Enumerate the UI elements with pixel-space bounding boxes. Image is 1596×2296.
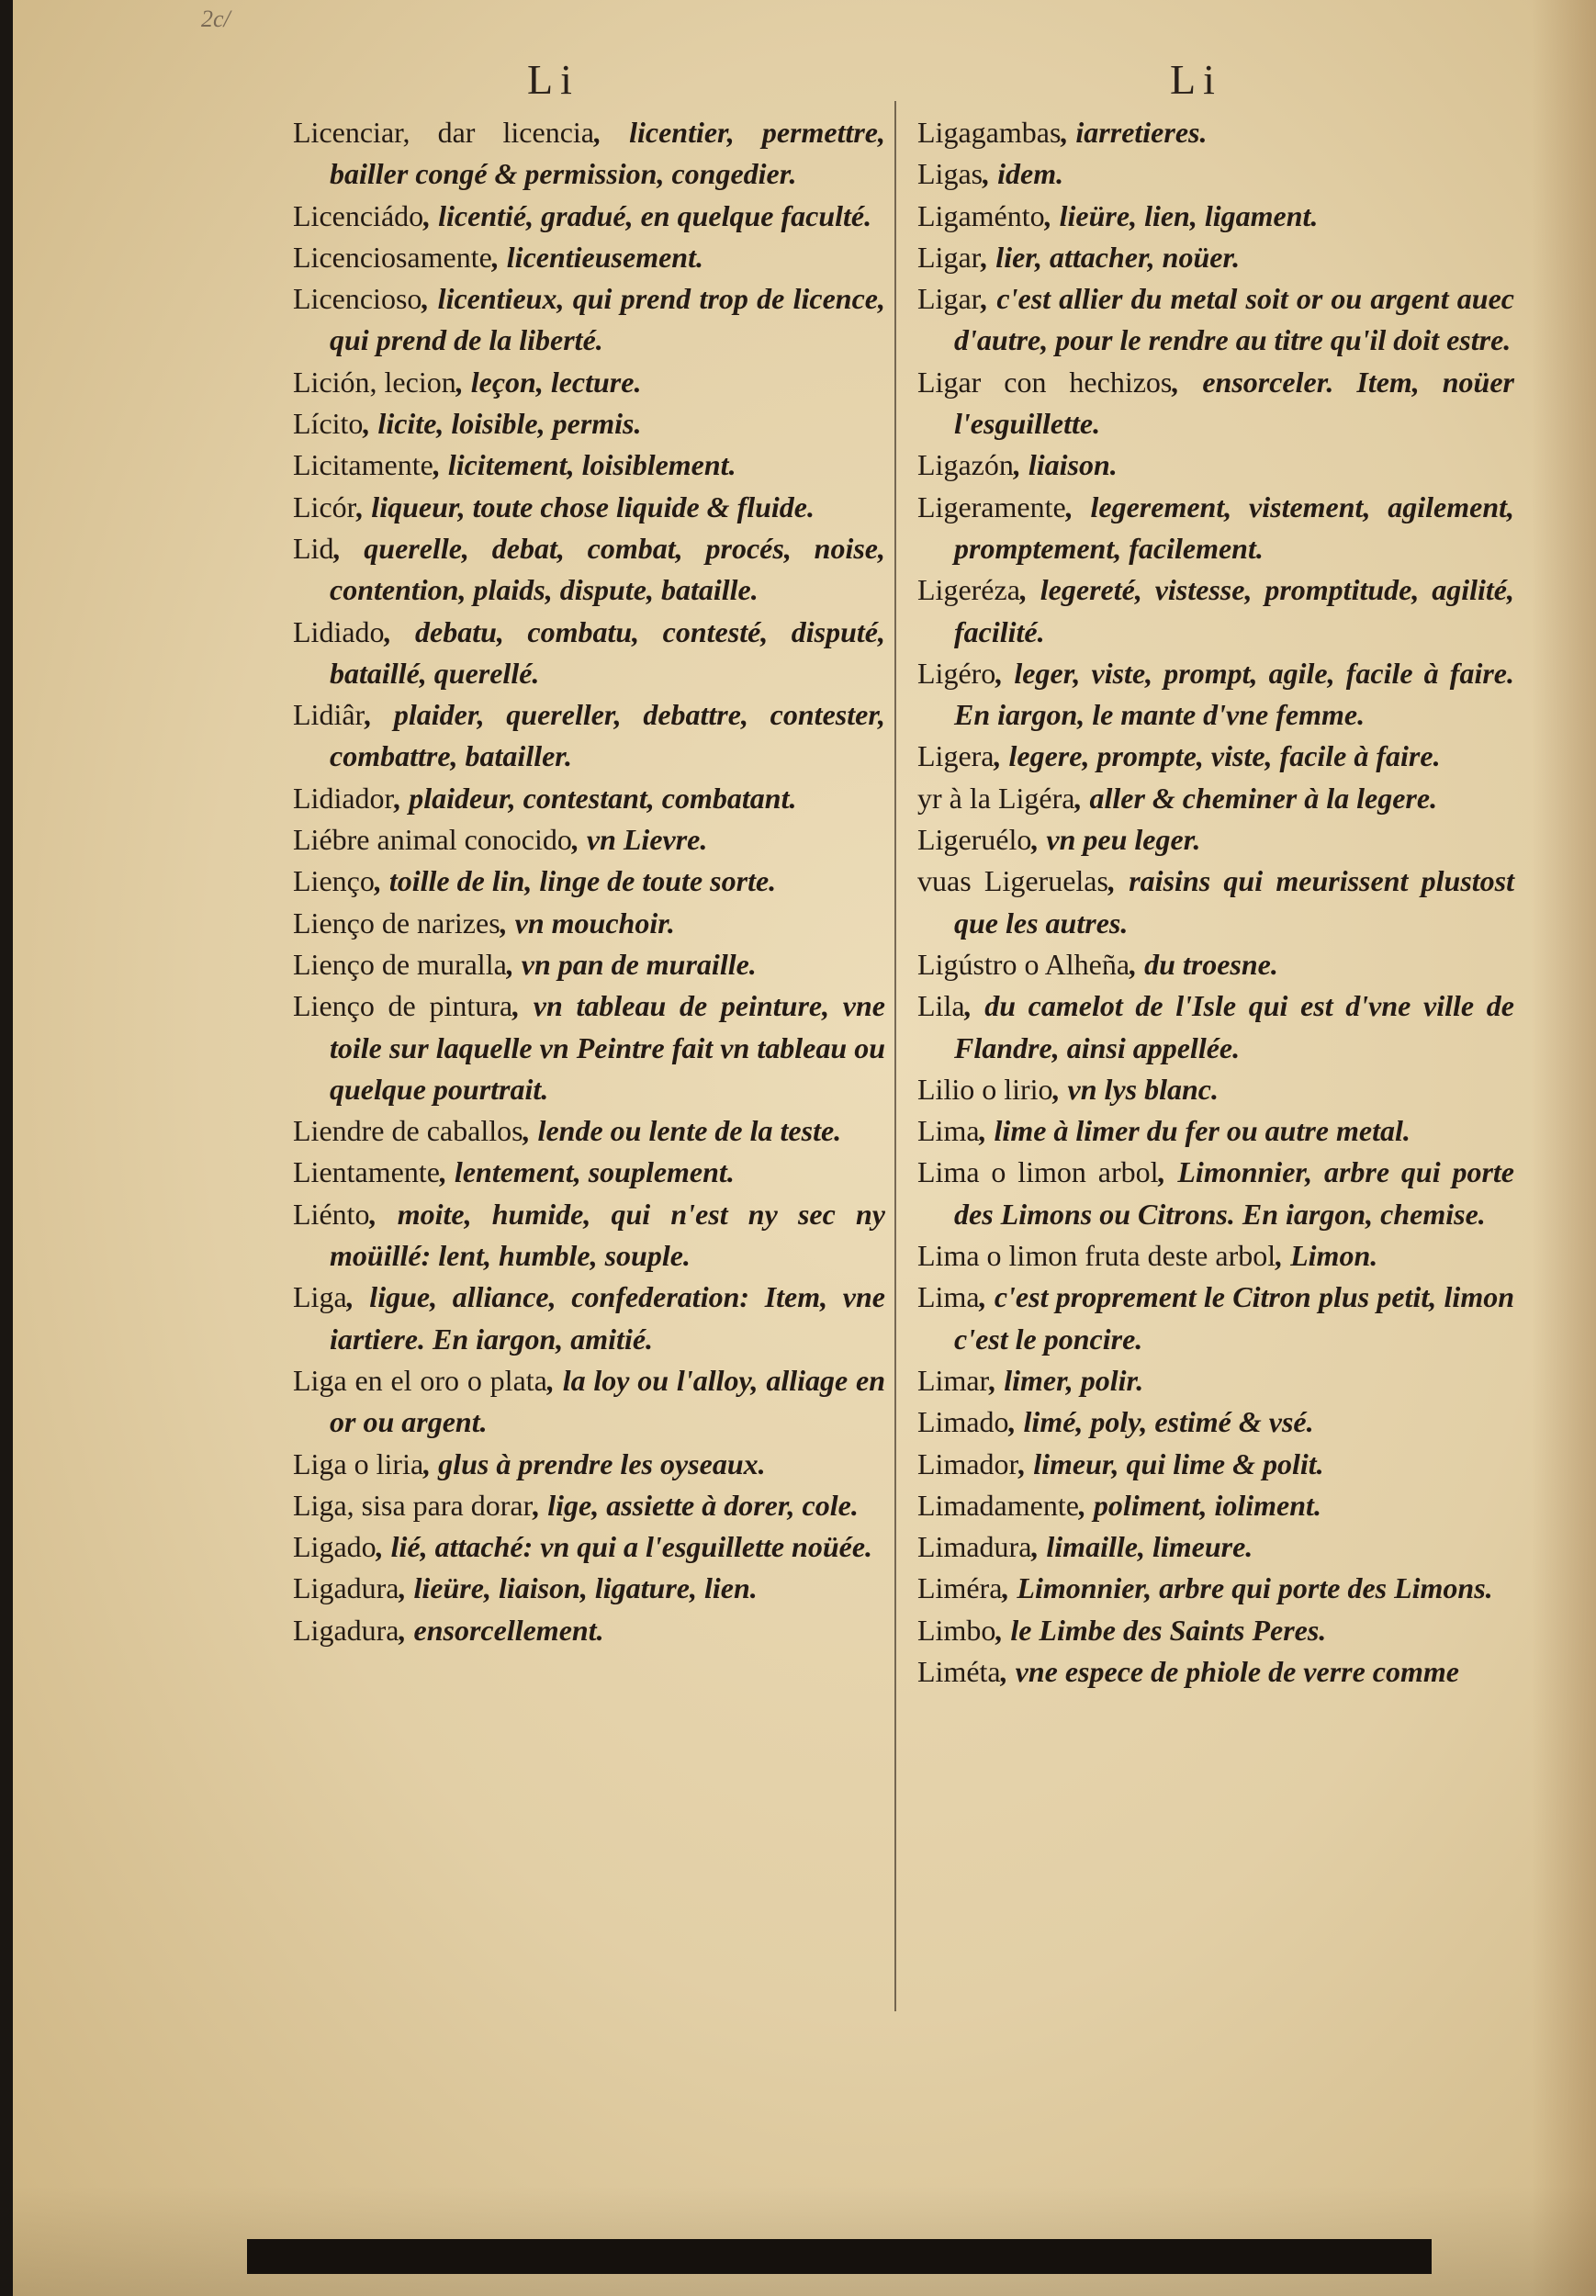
entry-headword: Lidiâr [293,698,365,732]
dictionary-entry [293,1485,885,1526]
dictionary-entry [293,278,885,362]
dictionary-entry [293,1277,885,1360]
entry-headword: Lidiador [293,781,395,815]
entry-definition: , lende ou lente de la teste. [523,1114,842,1148]
dictionary-entry [917,237,1514,278]
entry-headword: vuas Ligeruelas [917,864,1108,898]
page-gutter-shadow [1532,0,1596,2296]
entry-headword: Lima o limon arbol [917,1155,1159,1189]
entry-definition: , ensorcellement. [399,1613,604,1647]
dictionary-entry [917,1235,1514,1277]
entry-definition: , lié, attaché: vn qui a l'esguillette noüée. [376,1530,873,1564]
dictionary-entry [293,112,885,196]
dictionary-entry [293,612,885,695]
entry-headword: Lienço de narizes [293,906,500,940]
dictionary-entry [917,487,1514,570]
entry-definition: , le Limbe des Saints Peres. [995,1613,1327,1647]
entry-headword: Ligar con hechizos [917,365,1173,399]
entry-headword: Ligar [917,282,982,316]
entry-definition: , Limonnier, arbre qui porte des Limons ou Citrons. En iargon, chemise. [954,1155,1515,1231]
entry-headword: Liga en el oro o plata [293,1363,547,1397]
left-column [293,112,885,1651]
entry-headword: Liméta [917,1654,1001,1688]
entry-definition: , poliment, ioliment. [1078,1488,1321,1522]
entry-headword: Ligagambas [917,116,1062,149]
dictionary-entry [293,1610,885,1651]
entry-definition: , c'est proprement le Citron plus petit, limon c'est le poncire. [954,1280,1514,1356]
entry-definition: , lentement, souplement. [439,1155,735,1189]
header-left: Li [527,56,579,103]
entry-headword: Liméra [917,1571,1003,1605]
entry-definition: , moite, humide, qui n'est ny sec ny moüillé: lent, humble, souple. [330,1197,885,1273]
entry-definition: , limeur, qui lime & polit. [1018,1446,1324,1480]
entry-definition: , vn mouchoir. [500,906,675,940]
entry-headword: Lienço [293,864,375,898]
entry-headword: Ligeramente [917,490,1066,523]
dictionary-entry [917,861,1514,944]
dictionary-entry [917,1069,1514,1110]
dictionary-entry [293,1110,885,1152]
entry-headword: Liga o liria [293,1446,424,1480]
entry-headword: Lientamente [293,1155,440,1189]
entry-headword: Lícito [293,407,364,441]
entry-definition: , vn Lievre. [571,823,708,857]
entry-headword: Limador [917,1446,1019,1480]
dictionary-entry [917,1110,1514,1152]
right-column [917,112,1514,1693]
dictionary-entry [917,1610,1514,1651]
dictionary-entry [917,736,1514,777]
entry-headword: Liébre animal conocido [293,823,572,857]
dictionary-entry [293,1568,885,1609]
entry-definition: , legere, prompte, viste, facile à faire. [994,739,1441,773]
entry-definition: , liaison. [1013,448,1118,482]
entry-headword: Liendre de caballos [293,1114,523,1148]
entry-definition: , lier, attacher, noüer. [981,240,1241,274]
entry-headword: Lilio o lirio [917,1072,1053,1106]
entry-definition: , licite, loisible, permis. [363,407,642,441]
dictionary-entry [917,1152,1514,1235]
column-divider [894,101,896,2011]
entry-headword: yr à la Ligéra [917,781,1075,815]
entry-definition: , du troesne. [1130,947,1278,981]
dictionary-entry [917,1568,1514,1609]
dictionary-entry [917,944,1514,985]
entry-definition: , debatu, combatu, contesté, disputé, bataillé, querellé. [330,614,885,690]
entry-definition: , lieüre, liaison, ligature, lien. [399,1571,758,1605]
entry-definition: , toille de lin, linge de toute sorte. [374,864,777,898]
dictionary-entry [917,196,1514,237]
dictionary-entry [293,1360,885,1444]
entry-headword: Lienço de pintura [293,989,513,1023]
entry-headword: Liga [293,1280,347,1314]
entry-definition: , aller & cheminer à la legere. [1074,781,1438,815]
entry-headword: Liénto [293,1197,370,1231]
entry-definition: , raisins qui meurissent plustost que les autres. [954,864,1515,940]
entry-headword: Lidiado [293,614,385,648]
dictionary-entry [917,1277,1514,1360]
entry-definition: , licentié, gradué, en quelque faculté. [423,198,872,232]
entry-headword: Lid [293,531,334,565]
entry-definition: , iarretieres. [1061,116,1208,149]
dictionary-entry [293,1526,885,1568]
dictionary-entry [293,1194,885,1277]
dictionary-entry [293,861,885,902]
entry-headword: Licencioso [293,282,422,316]
entry-headword: Lila [917,989,965,1023]
entry-headword: Ligeruélo [917,823,1032,857]
dictionary-entry [917,985,1514,1069]
entry-definition: , legereté, vistesse, promptitude, agilité, facilité. [954,573,1514,648]
entry-headword: Licenciosamente [293,240,492,274]
entry-headword: Limado [917,1405,1009,1439]
entry-definition: , idem. [983,157,1064,191]
dictionary-entry [293,196,885,237]
entry-definition: , vne espece de phiole de verre comme [1000,1654,1459,1688]
entry-headword: Ligeréza [917,573,1020,607]
dictionary-entry [293,362,885,403]
dictionary-entry [293,445,885,486]
entry-definition: , licentieux, qui prend trop de licence, qui prend de la liberté. [330,282,885,357]
entry-headword: Ligadura [293,1613,399,1647]
entry-headword: Ligazón [917,448,1014,482]
entry-headword: Lición, lecion [293,365,456,399]
entry-headword: Ligéro [917,656,996,690]
entry-definition: , querelle, debat, combat, procés, noise, contention, plaids, dispute, bataille. [330,531,885,607]
entry-headword: Licenciar, dar licencia [293,116,595,149]
dictionary-entry [293,1444,885,1485]
entry-headword: Licitamente [293,448,433,482]
entry-definition: , plaider, quereller, debattre, contester, combattre, batailler. [330,698,885,773]
entry-definition: , vn tableau de peinture, vne toile sur laquelle vn Peintre fait vn tableau ou quelque pourtrait. [330,989,886,1106]
dictionary-entry [293,237,885,278]
dictionary-entry [917,1360,1514,1401]
entry-headword: Lima [917,1114,980,1148]
entry-definition: , vn pan de muraille. [506,947,757,981]
dictionary-entry [917,278,1514,362]
dictionary-entry [917,778,1514,819]
entry-definition: , Limon. [1276,1239,1378,1273]
entry-definition: , ensorceler. Item, noüer l'esguillette. [954,365,1514,441]
dictionary-entry [917,112,1514,153]
entry-definition: , limer, polir. [989,1363,1144,1397]
entry-headword: Lima o limon fruta deste arbol [917,1239,1276,1273]
entry-definition: , leçon, lecture. [455,365,642,399]
entry-headword: Limbo [917,1613,996,1647]
entry-definition: , ligue, alliance, confederation: Item, vne iartiere. En iargon, amitié. [330,1280,885,1356]
entry-definition: , du camelot de l'Isle qui est d'vne ville de Flandre, ainsi appellée. [954,989,1514,1064]
dictionary-entry [293,1152,885,1193]
dictionary-entry [917,362,1514,445]
dictionary-entry [293,403,885,445]
entry-definition: , limé, poly, estimé & vsé. [1008,1405,1314,1439]
entry-definition: , licentier, permettre, bailler congé & permission, congedier. [330,116,886,191]
dictionary-entry [917,445,1514,486]
entry-definition: , glus à prendre les oyseaux. [423,1446,766,1480]
bottom-dark-band [247,2239,1432,2274]
entry-definition: , c'est allier du metal soit or ou argent auec d'autre, pour le rendre au titre qu'il doit estre. [954,282,1514,357]
entry-definition: , limaille, limeure. [1031,1530,1253,1564]
entry-definition: , plaideur, contestant, combatant. [394,781,797,815]
dictionary-entry [293,819,885,861]
dictionary-entry [917,1526,1514,1568]
entry-definition: , liqueur, toute chose liquide & fluide. [356,490,815,523]
dictionary-entry [917,1485,1514,1526]
entry-definition: , lime à limer du fer ou autre metal. [979,1114,1411,1148]
dictionary-entry [293,528,885,612]
dictionary-entry [917,153,1514,195]
entry-definition: , lieüre, lien, ligament. [1044,198,1319,232]
entry-definition: , leger, viste, prompt, agile, facile à faire. En iargon, le mante d'vne femme. [954,656,1514,732]
dictionary-entry [293,985,885,1110]
entry-headword: Limar [917,1363,990,1397]
dictionary-entry [293,903,885,944]
dictionary-entry [293,944,885,985]
entry-headword: Ligas [917,157,983,191]
entry-headword: Ligadura [293,1571,399,1605]
entry-headword: Lima [917,1280,980,1314]
entry-definition: , la loy ou l'alloy, alliage en or ou argent. [330,1363,886,1439]
entry-headword: Ligado [293,1530,377,1564]
dictionary-entry [293,778,885,819]
corner-mark: 2c/ [201,6,230,32]
entry-headword: Ligaménto [917,198,1045,232]
header-right: Li [1170,56,1222,103]
entry-definition: , lige, assiette à dorer, cole. [533,1488,859,1522]
entry-definition: , Limonnier, arbre qui porte des Limons. [1002,1571,1493,1605]
entry-headword: Limadura [917,1530,1032,1564]
book-page [13,0,1596,2296]
dictionary-entry [917,1651,1514,1693]
entry-headword: Limadamente [917,1488,1079,1522]
entry-definition: , licitement, loisiblement. [433,448,736,482]
dictionary-entry [917,819,1514,861]
entry-headword: Ligústro o Alheña [917,947,1130,981]
dictionary-entry [917,653,1514,737]
dictionary-entry [917,1444,1514,1485]
entry-headword: Licenciádo [293,198,424,232]
dictionary-entry [293,694,885,778]
dictionary-entry [293,487,885,528]
entry-headword: Lienço de muralla [293,947,507,981]
entry-headword: Ligera [917,739,995,773]
entry-headword: Licór [293,490,357,523]
entry-headword: Liga, sisa para dorar [293,1488,534,1522]
dictionary-entry [917,1401,1514,1443]
dictionary-entry [917,569,1514,653]
entry-definition: , legerement, vistement, agilement, promptement, facilement. [954,490,1514,565]
entry-headword: Ligar [917,240,982,274]
entry-definition: , licentieusement. [491,240,703,274]
entry-definition: , vn peu leger. [1031,823,1201,857]
entry-definition: , vn lys blanc. [1052,1072,1219,1106]
